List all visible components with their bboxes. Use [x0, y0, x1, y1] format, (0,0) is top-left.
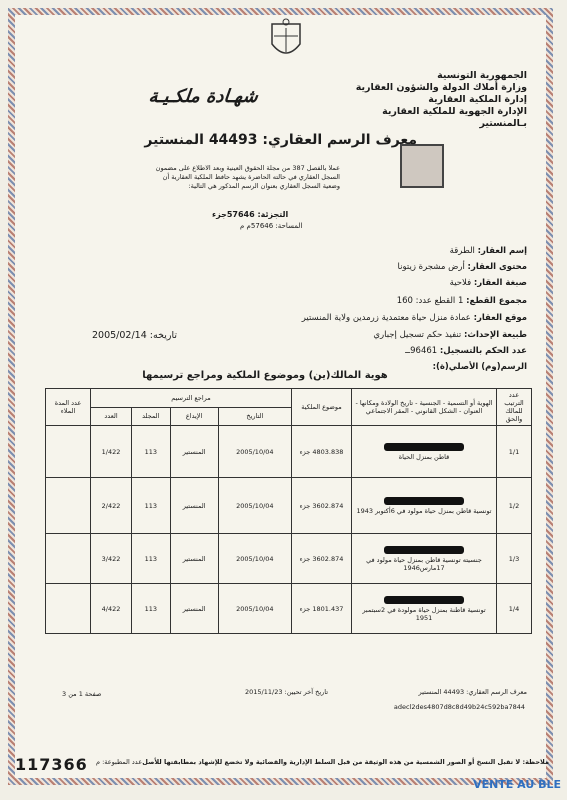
cell-order: 1/1	[497, 426, 532, 478]
redacted-name	[384, 596, 464, 604]
field-value: الطرقة	[449, 246, 478, 256]
col-refs: مراجع الترسيم	[91, 389, 292, 408]
field-judgment	[405, 346, 527, 356]
cell-number: 2/422	[91, 478, 132, 534]
field-value: فلاحية	[449, 278, 474, 288]
field-value: أرض مشجرة زيتونا	[397, 262, 468, 272]
table-row	[46, 534, 532, 584]
redacted-name	[384, 497, 464, 505]
field-value: عمادة منزل حياة معتمدية زرمدين ولاية المنستير	[301, 313, 474, 323]
cell-volume: 113	[132, 426, 171, 478]
field-type	[450, 278, 527, 288]
document-hash: adecl2des4807d8c8d49b24c592ba7844	[393, 703, 525, 711]
field-label: إسم العقار:	[477, 246, 527, 256]
redacted-name	[384, 443, 464, 451]
office-logo-icon	[400, 144, 444, 188]
ministry-line: الجمهورية التونسية	[437, 70, 527, 81]
cell-order: 1/2	[497, 478, 532, 534]
col-blank: عدد المدة الملاء	[46, 389, 91, 426]
ministry-line: الإدارة الجهوية للملكية العقارية	[382, 106, 527, 117]
field-creation	[373, 330, 527, 340]
cell-date: 2005/10/04	[218, 478, 291, 534]
footer-last-update: تاريخ آخر تحيين: 2015/11/23	[245, 688, 329, 696]
field-label: مجموع القطع:	[466, 296, 527, 306]
lot-number: التجزئة: 57646جزء	[212, 210, 289, 219]
cell-date: 2005/10/04	[218, 426, 291, 478]
cell-volume: 113	[132, 478, 171, 534]
cell-volume: 113	[132, 534, 171, 584]
judgment-date: تاريخه: 2005/02/14	[92, 330, 177, 341]
col-subject: موضوع الملكية	[292, 389, 352, 426]
owners-table	[45, 388, 532, 634]
printed-label: عدد المطبوعة: م	[96, 758, 143, 766]
ministry-line: بـالمنستير	[479, 118, 527, 129]
cell-blank	[46, 534, 91, 584]
cell-number: 4/422	[91, 584, 132, 634]
cell-deposit: المنستير	[170, 584, 218, 634]
page-number: صفحة 1 من 3	[62, 690, 102, 698]
cell-identity	[352, 426, 497, 478]
ministry-header	[327, 70, 527, 130]
table-row	[46, 478, 532, 534]
cell-identity	[352, 534, 497, 584]
identity-text: جنسيته تونسية قاطن بمنزل حياة مولود في 17مارس1946	[366, 555, 482, 572]
table-row	[46, 426, 532, 478]
ministry-line: وزارة أملاك الدولة والشؤون العقارية	[355, 82, 527, 93]
identity-text: قاطن بمنزل الحياة	[398, 452, 450, 461]
footer-reference: معرف الرسم العقاري: 44493 المنستير	[418, 688, 527, 696]
field-value: 96461ــ	[405, 346, 440, 356]
cell-share: 4803.838 جزء	[292, 426, 352, 478]
field-name	[450, 246, 527, 256]
cell-share: 3602.874 جزء	[292, 534, 352, 584]
watermark: VENTE AU BLE	[473, 778, 561, 791]
cell-share: 1801.437 جزء	[292, 584, 352, 634]
cell-order: 1/3	[497, 534, 532, 584]
cell-blank	[46, 584, 91, 634]
cell-deposit: المنستير	[170, 426, 218, 478]
cell-blank	[46, 426, 91, 478]
col-order: عدد الترتيب للمالك والحق	[497, 389, 532, 426]
footer-note: ملاحظة: لا تقبل النسخ أو الصور الشمسية من هذه الوثيقة من قبل السلط الإدارية والقضائية ولا تخضع للإشهاد بمطابقتها للأصل	[142, 758, 549, 766]
col-volume: المجلد	[132, 407, 171, 426]
intro-text: عملا بالفصل 387 من مجلة الحقوق العينية وبعد الاطلاع على مضمون السجل العقاري في حالته الحاضرة يشهد حافظ الملكية العقارية أن وضعية السجل العقاري بعنوان الرسم المذكور هي التالية:	[155, 164, 340, 190]
owners-label: الرسم(وم) الأصلي(ة):	[432, 362, 527, 372]
col-deposit: الإيداع	[170, 407, 218, 426]
field-location	[302, 313, 527, 323]
field-parcels	[397, 296, 527, 306]
cell-deposit: المنستير	[170, 478, 218, 534]
field-label: عدد الحكم بالتسجيل:	[439, 346, 527, 356]
identity-text: تونسية قاطنة بمنزل حياة مولودة في 2سبتمبر 1951	[362, 605, 486, 622]
cell-date: 2005/10/04	[218, 584, 291, 634]
property-reference: معرف الرسم العقاري: 44493 المنستير	[144, 132, 417, 148]
field-content	[398, 262, 527, 272]
cell-share: 3602.874 جزء	[292, 478, 352, 534]
col-number: العدد	[91, 407, 132, 426]
section-title: هوية المالك(ين) وموضوع الملكية ومراجع ترسيمها	[142, 370, 388, 381]
table-row	[46, 584, 532, 634]
coat-of-arms-icon	[268, 18, 304, 64]
field-label: محتوى العقار:	[467, 262, 527, 272]
cell-number: 3/422	[91, 534, 132, 584]
area-value: المساحة: 57646م م	[240, 222, 303, 230]
col-identity: الهوية أو التسمية - الجنسية - تاريخ الولادة ومكانها - العنوان - الشكل القانوني - المقر الاجتماعي	[352, 389, 497, 426]
field-label: طبيعة الإحداث:	[464, 330, 527, 340]
certificate-title: شهـادة ملكـيـة	[147, 86, 259, 107]
field-value: تنفيذ حكم تسجيل إجباري	[373, 330, 464, 340]
cell-number: 1/422	[91, 426, 132, 478]
cell-order: 1/4	[497, 584, 532, 634]
cell-blank	[46, 478, 91, 534]
cell-identity	[352, 584, 497, 634]
ministry-line: إدارة الملكية العقارية	[428, 94, 527, 105]
identity-text: تونسية قاطن بمنزل حياة مولود في 6أكتوبر 1943	[356, 506, 492, 515]
cell-deposit: المنستير	[170, 534, 218, 584]
col-date: التاريخ	[218, 407, 291, 426]
field-label: صبغة العقار:	[473, 278, 527, 288]
cell-date: 2005/10/04	[218, 534, 291, 584]
cell-volume: 113	[132, 584, 171, 634]
field-label: موقع العقار:	[473, 313, 527, 323]
redacted-name	[384, 546, 464, 554]
field-value: 1 القطع عدد: 160	[396, 296, 467, 306]
printed-number: 117366	[15, 755, 88, 774]
cell-identity	[352, 478, 497, 534]
